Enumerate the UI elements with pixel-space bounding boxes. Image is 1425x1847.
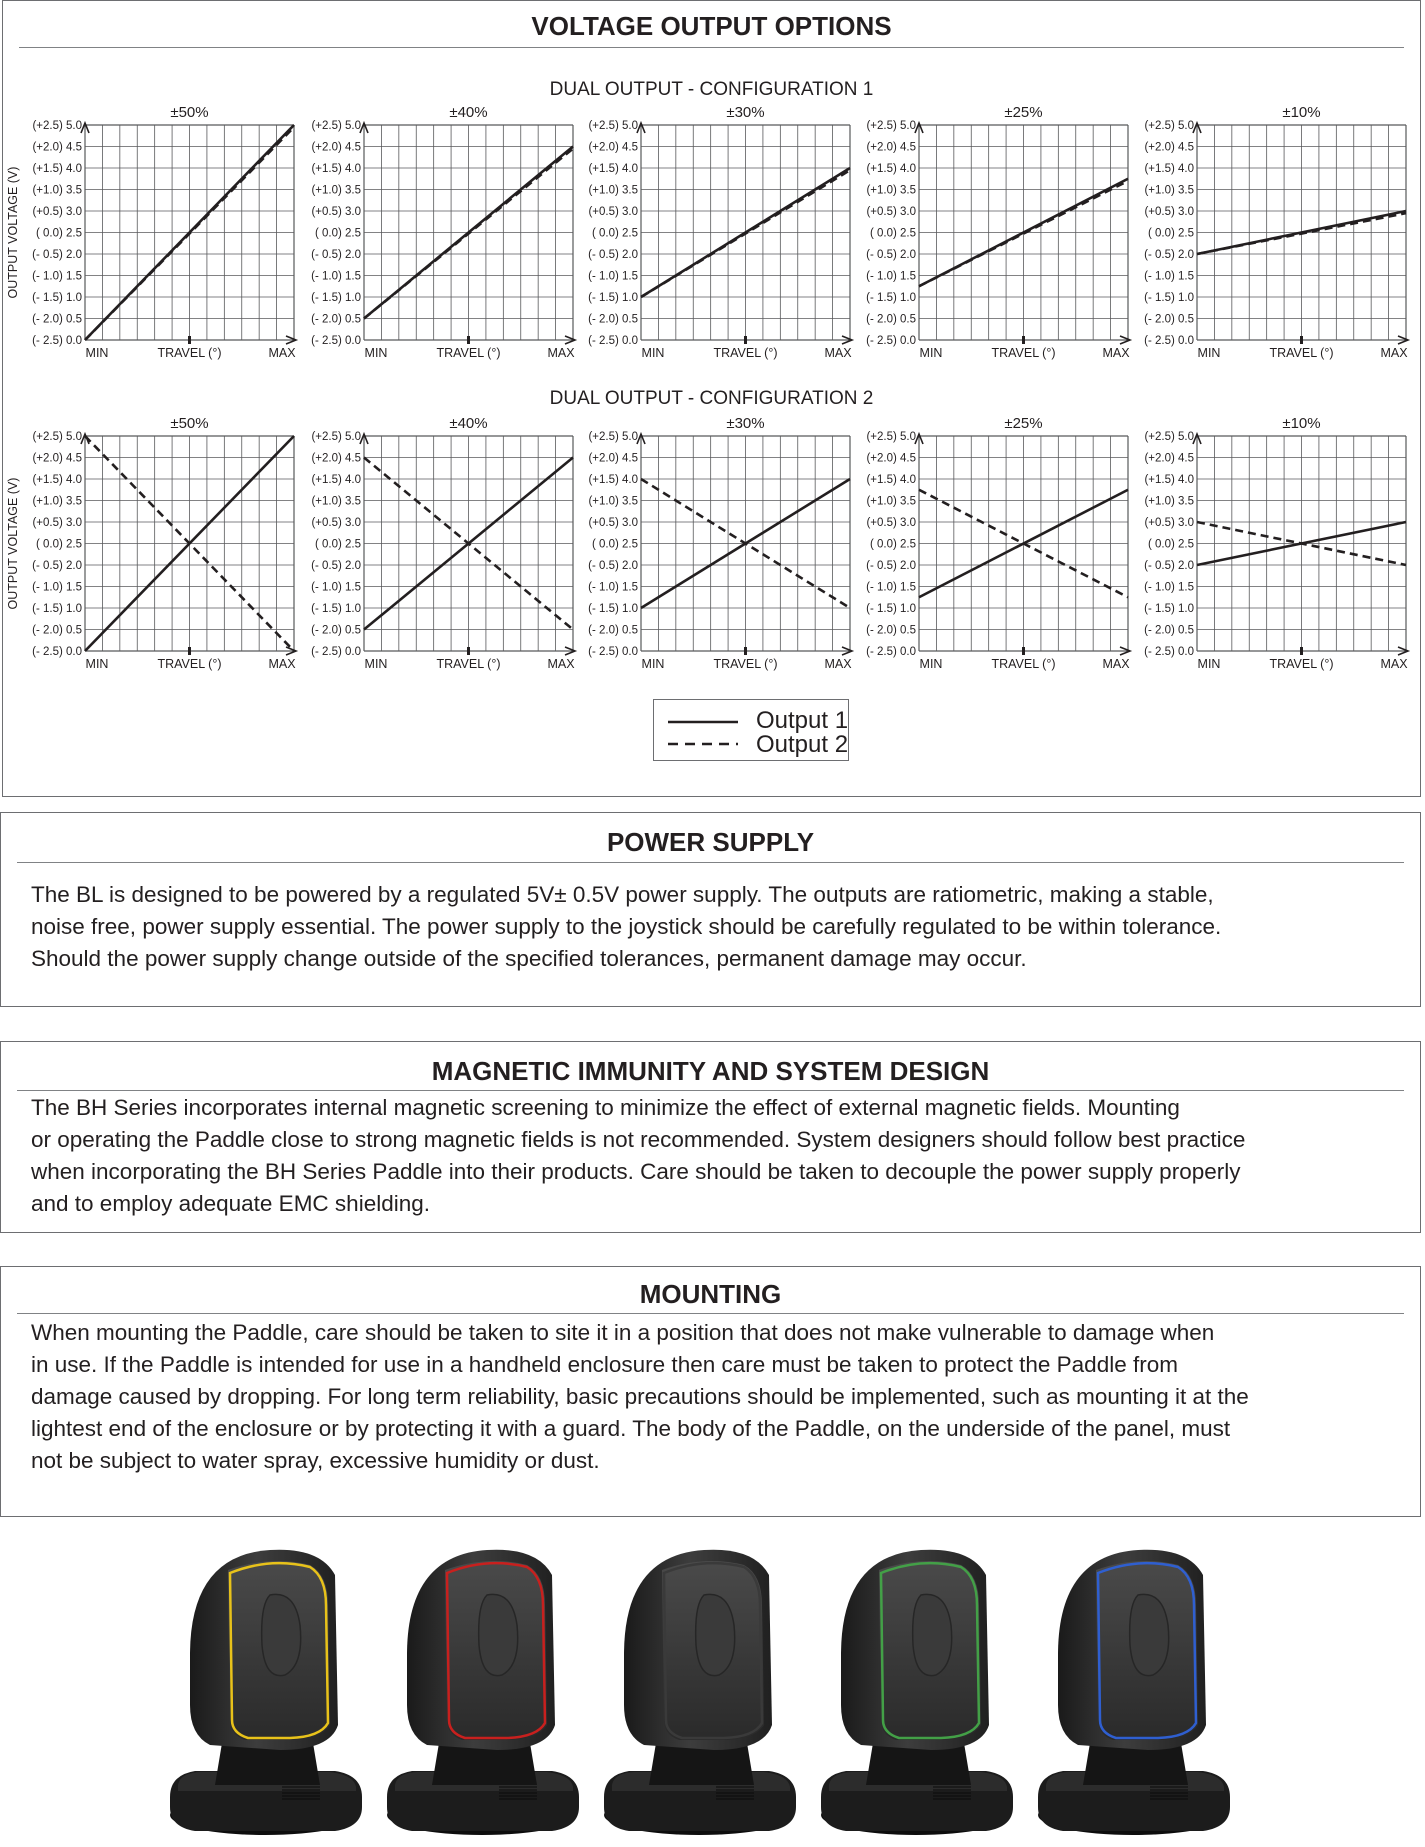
chart-legend	[653, 699, 849, 761]
y-tick-label: (+0.5) 3.0	[588, 206, 638, 218]
text-line: Should the power supply change outside of the specified tolerances, permanent damage may occur.	[31, 946, 1027, 971]
y-tick-label: (- 2.0) 0.5	[1144, 624, 1194, 637]
y-axis-label: OUTPUT VOLTAGE (V)	[6, 477, 20, 610]
y-tick-label: (- 1.5) 1.0	[32, 603, 82, 615]
magnetic-immunity-section	[0, 1041, 1421, 1233]
y-tick-label: (- 1.5) 1.0	[866, 292, 916, 304]
legend-label: Output 1	[756, 707, 849, 734]
panel-title: ±25%	[1004, 104, 1043, 121]
y-tick-label: (+2.5) 5.0	[311, 431, 361, 443]
y-tick-label: (+2.0) 4.5	[311, 452, 361, 465]
text-line: noise free, power supply essential. The power supply to the joystick should be carefully regulated to be within tolerance.	[31, 914, 1222, 939]
x-tick-label: MAX	[1380, 657, 1408, 671]
y-tick-label: (- 2.5) 0.0	[866, 335, 916, 347]
chart-panel-10	[1144, 415, 1408, 671]
y-axis-label: OUTPUT VOLTAGE (V)	[6, 166, 20, 299]
x-tick-label: MIN	[1197, 346, 1221, 360]
y-tick-label: (+1.0) 3.5	[32, 184, 82, 197]
y-tick-label: (+1.5) 4.0	[311, 474, 361, 486]
x-tick-label: MAX	[1380, 346, 1408, 360]
y-tick-label: (- 2.5) 0.0	[32, 335, 82, 347]
y-tick-label: ( 0.0) 2.5	[1147, 227, 1194, 240]
paddle-red	[387, 1550, 579, 1835]
y-tick-label: ( 0.0) 2.5	[314, 538, 361, 551]
panel-title: ±50%	[170, 415, 209, 432]
panel-title: ±10%	[1282, 104, 1321, 121]
chart-panel-5	[1144, 104, 1408, 360]
y-tick-label: (+1.5) 4.0	[32, 163, 82, 175]
chart-panel-4	[866, 104, 1130, 360]
config1-title: DUAL OUTPUT - CONFIGURATION 1	[549, 79, 874, 100]
y-tick-label: (+2.0) 4.5	[311, 141, 361, 154]
power-supply-text	[31, 879, 1390, 975]
y-tick-label: (- 2.5) 0.0	[866, 646, 916, 658]
paddle-thumb-indent	[262, 1594, 301, 1675]
x-tick-label: MIN	[641, 346, 665, 360]
y-tick-label: ( 0.0) 2.5	[591, 538, 638, 551]
x-tick-label: TRAVEL (°)	[157, 657, 222, 671]
chart-panel-8	[588, 415, 852, 671]
y-tick-label: (- 1.0) 1.5	[588, 270, 638, 283]
y-tick-label: ( 0.0) 2.5	[35, 227, 82, 240]
x-tick-label: TRAVEL (°)	[436, 346, 501, 360]
y-tick-label: (- 1.5) 1.0	[866, 603, 916, 615]
y-tick-label: (- 0.5) 2.0	[866, 560, 916, 572]
y-tick-label: (- 1.0) 1.5	[32, 270, 82, 283]
x-tick-label: MIN	[641, 657, 665, 671]
chart-panel-9	[866, 415, 1130, 671]
text-line: in use. If the Paddle is intended for use in a handheld enclosure then care must be taken to protect the Paddle from	[31, 1352, 1178, 1377]
chart-panel-7	[311, 415, 575, 671]
y-tick-label: (- 2.5) 0.0	[32, 646, 82, 658]
x-tick-label: MAX	[268, 657, 296, 671]
x-tick-label: MAX	[547, 657, 575, 671]
charts-canvas	[3, 1, 1420, 796]
section-title-mounting: MOUNTING	[639, 1279, 782, 1309]
y-tick-label: (+1.5) 4.0	[588, 474, 638, 486]
y-tick-label: (- 1.0) 1.5	[32, 581, 82, 594]
y-tick-label: (+1.0) 3.5	[866, 184, 916, 197]
x-tick-label: TRAVEL (°)	[713, 657, 778, 671]
section-rule	[17, 862, 1404, 863]
y-tick-label: (+1.0) 3.5	[311, 495, 361, 508]
x-tick-label: MAX	[824, 346, 852, 360]
power-supply-section	[0, 812, 1421, 1007]
section-rule	[17, 1090, 1404, 1091]
y-tick-label: (+2.0) 4.5	[1144, 141, 1194, 154]
y-tick-label: ( 0.0) 2.5	[591, 227, 638, 240]
y-tick-label: (+2.5) 5.0	[866, 431, 916, 443]
x-tick-label: MIN	[919, 657, 943, 671]
x-tick-label: MIN	[85, 346, 109, 360]
y-tick-label: (+2.0) 4.5	[866, 141, 916, 154]
y-tick-label: (- 0.5) 2.0	[311, 560, 361, 572]
section-title-power: POWER SUPPLY	[606, 827, 815, 857]
x-tick-label: MAX	[1102, 346, 1130, 360]
y-tick-label: (- 2.5) 0.0	[311, 646, 361, 658]
y-tick-label: (- 2.0) 0.5	[311, 313, 361, 326]
y-tick-label: (+0.5) 3.0	[311, 206, 361, 218]
text-line: lightest end of the enclosure or by protecting it with a guard. The body of the Paddle, on the underside of the panel, must	[31, 1416, 1231, 1441]
y-tick-label: (+2.5) 5.0	[311, 120, 361, 132]
y-tick-label: (- 2.0) 0.5	[588, 313, 638, 326]
y-tick-label: (+1.0) 3.5	[866, 495, 916, 508]
y-tick-label: (+1.5) 4.0	[1144, 163, 1194, 175]
chart-panel-2	[311, 104, 575, 360]
y-tick-label: (- 1.5) 1.0	[588, 292, 638, 304]
y-tick-label: (- 1.0) 1.5	[588, 581, 638, 594]
voltage-output-section	[2, 0, 1421, 797]
x-tick-label: TRAVEL (°)	[436, 657, 501, 671]
text-line: The BH Series incorporates internal magnetic screening to minimize the effect of external magnetic fields. Mounting	[31, 1095, 1180, 1120]
y-tick-label: ( 0.0) 2.5	[35, 538, 82, 551]
x-tick-label: TRAVEL (°)	[991, 346, 1056, 360]
paddle-thumb-indent	[696, 1594, 735, 1675]
y-tick-label: (+0.5) 3.0	[588, 517, 638, 529]
y-tick-label: (+1.0) 3.5	[588, 184, 638, 197]
paddle-black	[604, 1550, 796, 1835]
section-title-voltage: VOLTAGE OUTPUT OPTIONS	[531, 11, 892, 41]
y-tick-label: (+0.5) 3.0	[32, 206, 82, 218]
x-tick-label: TRAVEL (°)	[713, 346, 778, 360]
y-tick-label: (- 0.5) 2.0	[866, 249, 916, 261]
y-tick-label: (- 1.5) 1.0	[32, 292, 82, 304]
y-tick-label: (+1.5) 4.0	[866, 163, 916, 175]
x-tick-label: MIN	[364, 346, 388, 360]
y-tick-label: (+2.0) 4.5	[32, 452, 82, 465]
y-tick-label: (+1.0) 3.5	[1144, 495, 1194, 508]
y-tick-label: (+2.0) 4.5	[866, 452, 916, 465]
y-tick-label: (+0.5) 3.0	[32, 517, 82, 529]
panel-title: ±25%	[1004, 415, 1043, 432]
y-tick-label: (+2.5) 5.0	[588, 431, 638, 443]
mounting-section	[0, 1266, 1421, 1517]
panel-title: ±40%	[449, 104, 488, 121]
x-tick-label: MAX	[1102, 657, 1130, 671]
y-tick-label: (- 0.5) 2.0	[32, 249, 82, 261]
paddle-yellow	[170, 1550, 362, 1835]
y-tick-label: (+2.5) 5.0	[32, 120, 82, 132]
chart-panel-1	[6, 104, 296, 360]
y-tick-label: (- 2.5) 0.0	[311, 335, 361, 347]
y-tick-label: (- 0.5) 2.0	[1144, 249, 1194, 261]
x-tick-label: MAX	[824, 657, 852, 671]
panel-title: ±30%	[726, 104, 765, 121]
chart-panel-6	[6, 415, 296, 671]
y-tick-label: (- 1.5) 1.0	[1144, 292, 1194, 304]
y-tick-label: (- 2.5) 0.0	[588, 335, 638, 347]
y-tick-label: (+1.5) 4.0	[588, 163, 638, 175]
x-tick-label: MIN	[85, 657, 109, 671]
y-tick-label: (- 2.0) 0.5	[866, 313, 916, 326]
mounting-text	[31, 1317, 1390, 1477]
paddle-product-photo	[170, 1535, 1260, 1840]
y-tick-label: (- 2.5) 0.0	[1144, 335, 1194, 347]
y-tick-label: (- 2.0) 0.5	[1144, 313, 1194, 326]
y-tick-label: (- 2.0) 0.5	[588, 624, 638, 637]
panel-title: ±50%	[170, 104, 209, 121]
y-tick-label: (- 0.5) 2.0	[588, 249, 638, 261]
y-tick-label: (+2.0) 4.5	[32, 141, 82, 154]
y-tick-label: (+1.5) 4.0	[866, 474, 916, 486]
y-tick-label: (+0.5) 3.0	[311, 517, 361, 529]
y-tick-label: (+2.0) 4.5	[588, 452, 638, 465]
y-tick-label: (+2.0) 4.5	[588, 141, 638, 154]
y-tick-label: (+2.5) 5.0	[588, 120, 638, 132]
y-tick-label: (+0.5) 3.0	[1144, 517, 1194, 529]
y-tick-label: (+1.0) 3.5	[311, 184, 361, 197]
y-tick-label: (+1.5) 4.0	[1144, 474, 1194, 486]
y-tick-label: (+2.5) 5.0	[1144, 431, 1194, 443]
y-tick-label: (- 2.5) 0.0	[1144, 646, 1194, 658]
y-tick-label: (+2.5) 5.0	[1144, 120, 1194, 132]
x-tick-label: MIN	[364, 657, 388, 671]
text-line: The BL is designed to be powered by a regulated 5V± 0.5V power supply. The outputs are ratiometric, making a stable,	[31, 882, 1214, 907]
y-tick-label: (- 2.0) 0.5	[866, 624, 916, 637]
x-tick-label: TRAVEL (°)	[157, 346, 222, 360]
y-tick-label: (+2.5) 5.0	[32, 431, 82, 443]
text-line: and to employ adequate EMC shielding.	[31, 1191, 431, 1216]
y-tick-label: ( 0.0) 2.5	[314, 227, 361, 240]
y-tick-label: (+0.5) 3.0	[866, 517, 916, 529]
config2-title: DUAL OUTPUT - CONFIGURATION 2	[549, 388, 874, 409]
y-tick-label: (- 0.5) 2.0	[32, 560, 82, 572]
y-tick-label: (+1.0) 3.5	[32, 495, 82, 508]
chart-panel-3	[588, 104, 852, 360]
y-tick-label: (- 1.0) 1.5	[866, 581, 916, 594]
x-tick-label: TRAVEL (°)	[991, 657, 1056, 671]
paddle-thumb-indent	[1130, 1594, 1169, 1675]
y-tick-label: (- 0.5) 2.0	[1144, 560, 1194, 572]
y-tick-label: ( 0.0) 2.5	[869, 538, 916, 551]
legend-dashed-line-icon	[668, 734, 748, 758]
y-tick-label: (- 1.5) 1.0	[588, 603, 638, 615]
x-tick-label: MAX	[547, 346, 575, 360]
legend-label: Output 2	[756, 731, 849, 758]
panel-title: ±10%	[1282, 415, 1321, 432]
y-tick-label: (+1.5) 4.0	[311, 163, 361, 175]
x-tick-label: MIN	[919, 346, 943, 360]
section-rule	[17, 1313, 1404, 1314]
y-tick-label: (- 2.5) 0.0	[588, 646, 638, 658]
paddle-green	[821, 1550, 1013, 1835]
y-tick-label: (+2.0) 4.5	[1144, 452, 1194, 465]
y-tick-label: ( 0.0) 2.5	[869, 227, 916, 240]
y-tick-label: (+1.0) 3.5	[1144, 184, 1194, 197]
text-line: damage caused by dropping. For long term reliability, basic precautions should be implemented, such as mounting it at the	[31, 1384, 1249, 1409]
y-tick-label: (+0.5) 3.0	[866, 206, 916, 218]
y-tick-label: (- 1.0) 1.5	[311, 270, 361, 283]
y-tick-label: (- 2.0) 0.5	[32, 313, 82, 326]
y-tick-label: (- 2.0) 0.5	[311, 624, 361, 637]
x-tick-label: MIN	[1197, 657, 1221, 671]
paddle-blue	[1038, 1550, 1230, 1835]
text-line: when incorporating the BH Series Paddle into their products. Care should be taken to decouple the power supply properly	[31, 1159, 1241, 1184]
y-tick-label: ( 0.0) 2.5	[1147, 538, 1194, 551]
paddle-thumb-indent	[479, 1594, 518, 1675]
section-title-magnetic: MAGNETIC IMMUNITY AND SYSTEM DESIGN	[431, 1056, 990, 1086]
y-tick-label: (- 1.0) 1.5	[1144, 270, 1194, 283]
y-tick-label: (+1.5) 4.0	[32, 474, 82, 486]
y-tick-label: (- 1.0) 1.5	[1144, 581, 1194, 594]
panel-title: ±30%	[726, 415, 765, 432]
y-tick-label: (- 0.5) 2.0	[588, 560, 638, 572]
y-tick-label: (- 1.0) 1.5	[866, 270, 916, 283]
panel-title: ±40%	[449, 415, 488, 432]
x-tick-label: TRAVEL (°)	[1269, 657, 1334, 671]
legend-solid-line-icon	[668, 710, 748, 734]
text-line: When mounting the Paddle, care should be taken to site it in a position that does not make vulnerable to damage when	[31, 1320, 1215, 1345]
magnetic-text	[31, 1092, 1390, 1220]
y-tick-label: (- 1.0) 1.5	[311, 581, 361, 594]
y-tick-label: (+2.5) 5.0	[866, 120, 916, 132]
y-tick-label: (- 2.0) 0.5	[32, 624, 82, 637]
paddle-thumb-indent	[913, 1594, 952, 1675]
x-tick-label: TRAVEL (°)	[1269, 346, 1334, 360]
y-tick-label: (+0.5) 3.0	[1144, 206, 1194, 218]
text-line: not be subject to water spray, excessive humidity or dust.	[31, 1448, 600, 1473]
y-tick-label: (- 1.5) 1.0	[311, 603, 361, 615]
y-tick-label: (- 1.5) 1.0	[311, 292, 361, 304]
x-tick-label: MAX	[268, 346, 296, 360]
y-tick-label: (+1.0) 3.5	[588, 495, 638, 508]
y-tick-label: (- 1.5) 1.0	[1144, 603, 1194, 615]
text-line: or operating the Paddle close to strong magnetic fields is not recommended. System designers should follow best practice	[31, 1127, 1246, 1152]
y-tick-label: (- 0.5) 2.0	[311, 249, 361, 261]
